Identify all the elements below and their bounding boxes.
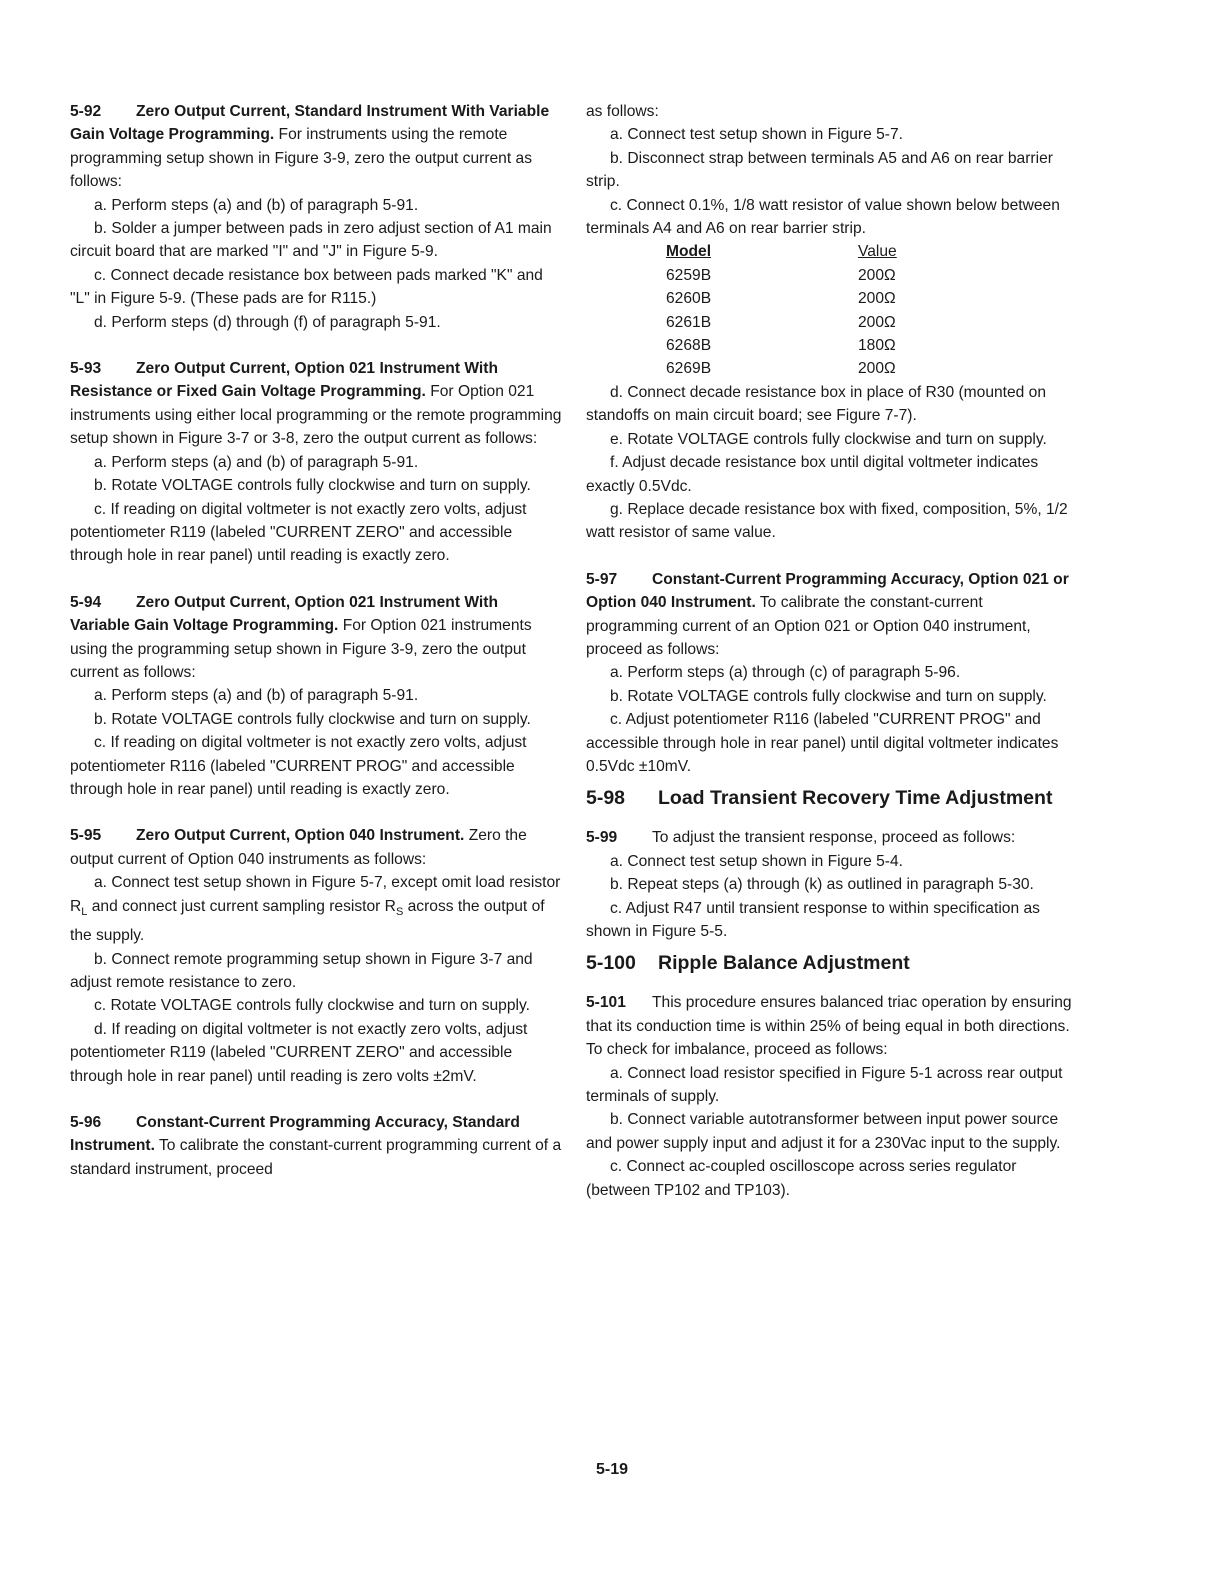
section-5-96 — [70, 1111, 562, 1181]
paragraph-body: To calibrate the constant-current programming current of a standard instrument, proceed — [70, 1137, 562, 1178]
step-item: b. Rotate VOLTAGE controls fully clockwise and turn on supply. — [94, 477, 531, 495]
table-row — [666, 264, 897, 287]
section-5-93 — [70, 357, 562, 568]
paragraph-body: as follows: — [586, 103, 659, 120]
paragraph-number: 5-96 — [70, 1113, 102, 1131]
step-item: d. If reading on digital voltmeter is not exactly zero volts, adjust potentiometer R119 (labeled "CURRENT ZERO" and accessible through hole in rear panel) until reading is zero volts ±2mV. — [70, 1020, 528, 1085]
model-value-table — [666, 240, 897, 380]
paragraph-body: Zero the output current of Option 040 instruments as follows: — [70, 827, 527, 868]
table-cell: 200Ω — [858, 313, 896, 331]
paragraph-body: To adjust the transient response, proceed as follows: — [652, 829, 1016, 847]
heading-title: Load Transient Recovery Time Adjustment — [658, 787, 1053, 810]
step-item: a. Connect test setup shown in Figure 5-7. — [610, 126, 903, 144]
step-item: d. Perform steps (d) through (f) of paragraph 5-91. — [94, 313, 441, 331]
table-cell: 6261B — [666, 313, 712, 331]
section-5-94 — [70, 591, 562, 802]
table-row — [666, 334, 897, 357]
section-5-99 — [586, 826, 1076, 943]
paragraph-title: Constant-Current Programming Accuracy, Option 021 or Option 040 Instrument. — [586, 570, 1069, 612]
table-cell: 200Ω — [858, 360, 896, 378]
column-header-value: Value — [858, 243, 897, 261]
step-item: a. Connect test setup shown in Figure 5-4. — [610, 852, 903, 870]
paragraph-title: Zero Output Current, Option 040 Instrument. — [136, 827, 465, 845]
step-item: b. Disconnect strap between terminals A5 and A6 on rear barrier strip. — [586, 149, 1053, 191]
table-cell: 6268B — [666, 337, 712, 355]
section-heading-5-100 — [586, 949, 1076, 977]
paragraph-title: Zero Output Current, Standard Instrument With Variable Gain Voltage Programming. — [70, 103, 550, 144]
section-5-95 — [70, 824, 562, 1088]
step-item: c. If reading on digital voltmeter is not exactly zero volts, adjust potentiometer R116 (labeled "CURRENT PROG" and accessible through hole in rear panel) until reading is exactly zero. — [70, 734, 527, 798]
table-cell: 200Ω — [858, 290, 896, 308]
step-item: a. Connect test setup shown in Figure 5-7, except omit load resistor $R_L$ and connect just current sampling resistor $R_S$ across the output of the supply. — [70, 874, 561, 945]
step-item: c. Connect ac-coupled oscilloscope across series regulator (between TP102 and TP103). — [586, 1158, 1017, 1199]
step-item: g. Replace decade resistance box with fixed, composition, 5%, 1/2 watt resistor of same value. — [586, 500, 1068, 542]
paragraph-body: To calibrate the constant-current programming current of an Option 021 or Option 040 instrument, proceed as follows: — [586, 594, 1031, 658]
step-item: b. Connect variable autotransformer between input power source and power supply input and adjust it for a 230Vac input to the supply. — [586, 1111, 1061, 1152]
paragraph-title: Zero Output Current, Option 021 Instrument With Resistance or Fixed Gain Voltage Programming. — [70, 360, 498, 401]
step-item: c. Adjust R47 until transient response to within specification as shown in Figure 5-5. — [586, 899, 1040, 940]
step-item: c. If reading on digital voltmeter is not exactly zero volts, adjust potentiometer R119 (labeled "CURRENT ZERO" and accessible through hole in rear panel) until reading is exactly zero. — [70, 500, 527, 565]
paragraph-number: 5-95 — [70, 827, 102, 845]
paragraph-body: This procedure ensures balanced triac operation by ensuring that its conduction time is within 25% of being equal in both directions. To check for imbalance, proceed as follows: — [586, 994, 1072, 1059]
table-cell: 6259B — [666, 266, 712, 284]
step-item: a. Perform steps (a) and (b) of paragraph 5-91. — [94, 453, 419, 471]
step-item: a. Perform steps (a) and (b) of paragraph 5-91. — [94, 687, 419, 705]
right-column — [586, 100, 1076, 1202]
left-column — [70, 100, 562, 1181]
paragraph-number: 5-94 — [70, 593, 102, 611]
paragraph-body: For Option 021 instruments using either local programming or the remote programming setup shown in Figure 3-7 or 3-8, zero the output current as follows: — [70, 383, 562, 448]
table-cell: 6260B — [666, 290, 712, 308]
step-item: b. Solder a jumper between pads in zero adjust section of A1 main circuit board that are marked "I" and "J" in Figure 5-9. — [70, 220, 552, 261]
heading-number: 5-98 — [586, 787, 626, 810]
table-row — [666, 357, 897, 380]
page-number: 5-19 — [595, 1461, 629, 1478]
paragraph-title: Zero Output Current, Option 021 Instrument With Variable Gain Voltage Programming. — [70, 593, 498, 635]
step-item: c. Rotate VOLTAGE controls fully clockwise and turn on supply. — [94, 997, 530, 1015]
section-heading-5-98 — [586, 784, 1076, 812]
step-item: b. Rotate VOLTAGE controls fully clockwise and turn on supply. — [94, 710, 531, 728]
heading-number: 5-100 — [586, 952, 636, 975]
paragraph-number: 5-93 — [70, 360, 102, 378]
section-5-101 — [586, 991, 1076, 1202]
step-item: c. Connect 0.1%, 1/8 watt resistor of value shown below between terminals A4 and A6 on rear barrier strip. — [586, 196, 1060, 238]
table-row — [666, 287, 897, 310]
step-item: f. Adjust decade resistance box until digital voltmeter indicates exactly 0.5Vdc. — [586, 454, 1039, 495]
heading-title: Ripple Balance Adjustment — [658, 952, 910, 975]
paragraph-number: 5-92 — [70, 103, 102, 120]
step-item: a. Perform steps (a) and (b) of paragraph 5-91. — [94, 196, 419, 214]
paragraph-body: For Option 021 instruments using the programming setup shown in Figure 3-9, zero the output current as follows: — [70, 617, 532, 681]
step-item: a. Perform steps (a) through (c) of paragraph 5-96. — [610, 664, 961, 682]
paragraph-number: 5-99 — [586, 829, 618, 847]
step-item: c. Adjust potentiometer R116 (labeled "CURRENT PROG" and accessible through hole in rear panel) until digital voltmeter indicates 0.5Vdc ±10mV. — [586, 711, 1059, 775]
table-cell: 200Ω — [858, 266, 896, 284]
paragraph-body: For instruments using the remote programming setup shown in Figure 3-9, zero the output current as follows: — [70, 126, 532, 191]
table-row — [666, 311, 897, 334]
column-header-model: Model — [666, 243, 712, 261]
step-item: d. Connect decade resistance box in place of R30 (mounted on standoffs on main circuit board; see Figure 7-7). — [586, 383, 1047, 425]
section-5-96-continued — [586, 100, 1076, 545]
step-item: c. Connect decade resistance box between pads marked "K" and "L" in Figure 5-9. (These pads are for R115.) — [70, 266, 543, 308]
table-header-row — [666, 240, 897, 263]
table-cell: 6269B — [666, 360, 712, 378]
paragraph-number: 5-101 — [586, 994, 626, 1012]
step-item: b. Connect remote programming setup shown in Figure 3-7 and adjust remote resistance to zero. — [70, 950, 533, 991]
step-item: e. Rotate VOLTAGE controls fully clockwise and turn on supply. — [610, 430, 1047, 448]
paragraph-number: 5-97 — [586, 570, 618, 588]
step-item: b. Rotate VOLTAGE controls fully clockwise and turn on supply. — [610, 687, 1047, 705]
paragraph-title: Constant-Current Programming Accuracy, Standard Instrument. — [70, 1113, 520, 1155]
section-5-97 — [586, 568, 1076, 779]
step-item: b. Repeat steps (a) through (k) as outlined in paragraph 5-30. — [610, 876, 1034, 894]
step-item: a. Connect load resistor specified in Figure 5-1 across rear output terminals of supply. — [586, 1064, 1063, 1106]
section-5-92 — [70, 100, 562, 334]
table-cell: 180Ω — [858, 337, 896, 355]
